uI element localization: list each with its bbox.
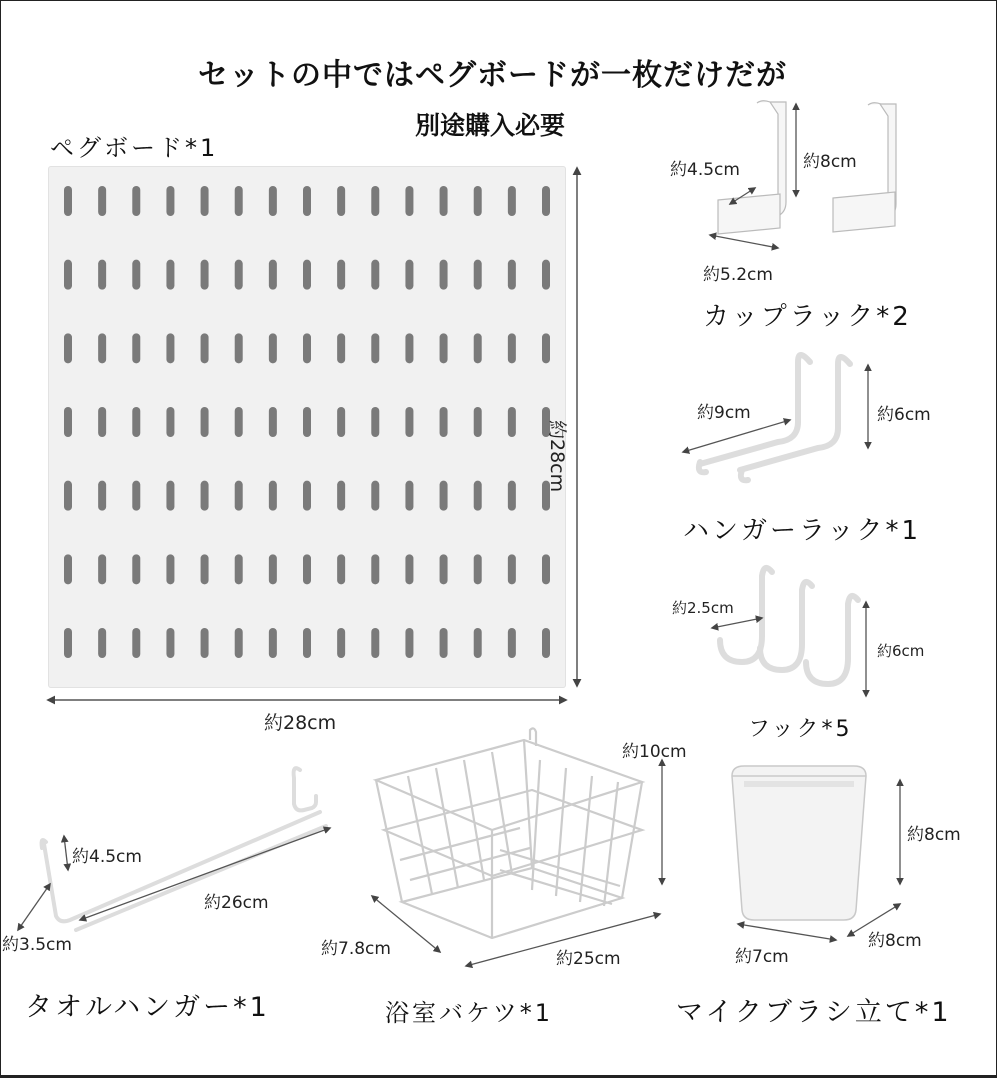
header-subtitle: 別途購入必要 (415, 111, 566, 140)
header-title: セットの中ではペグボードが一枚だけだが (198, 58, 787, 93)
cup-rack-depth-label: 約4.5cm (670, 160, 740, 180)
basket-label: 浴室バケツ*1 (385, 999, 554, 1027)
towel-hanger-hook-arrow (64, 836, 68, 870)
basket-image (376, 728, 642, 938)
basket-width-arrow (466, 914, 660, 966)
hook-width-arrow (712, 618, 762, 628)
cup-rack-width-arrow (710, 235, 778, 248)
cup-rack-image (718, 101, 896, 234)
towel-hanger-depth-label: 約3.5cm (2, 935, 72, 955)
brush-stand-depth-label: 約8cm (868, 931, 922, 951)
pegboard-label: ペグボード*1 (50, 134, 219, 162)
brush-stand-height-label: 約8cm (907, 825, 961, 845)
pegboard-width-label: 約28cm (264, 712, 337, 734)
hanger-rack-image (699, 355, 850, 480)
cup-rack-label: カップラック*2 (703, 302, 912, 332)
towel-hanger-length-label: 約26cm (204, 893, 269, 913)
hook-label: フック*5 (748, 717, 853, 742)
brush-stand-image (732, 766, 866, 920)
towel-hanger-depth-arrow (18, 884, 50, 930)
towel-hanger-hook-label: 約4.5cm (72, 847, 142, 867)
basket-depth-label: 約7.8cm (321, 939, 391, 959)
cup-rack-width-label: 約5.2cm (703, 265, 773, 285)
hanger-rack-length-label: 約9cm (697, 403, 751, 423)
hanger-rack-length-arrow (683, 420, 790, 452)
brush-stand-width-arrow (738, 924, 836, 940)
towel-hanger-label: タオルハンガー*1 (25, 992, 270, 1023)
towel-hanger-length-arrow (80, 828, 330, 920)
cup-rack-height-label: 約8cm (803, 152, 857, 172)
brush-stand-label: マイクブラシ立て*1 (676, 997, 952, 1028)
hanger-rack-height-label: 約6cm (877, 405, 931, 425)
pegboard-height-label: 約28cm (546, 420, 568, 493)
hook-image (720, 568, 858, 684)
hook-width-label: 約2.5cm (672, 599, 734, 617)
basket-width-label: 約25cm (556, 949, 621, 969)
hook-height-label: 約6cm (877, 642, 925, 660)
brush-stand-width-label: 約7cm (735, 947, 789, 967)
basket-height-label: 約10cm (622, 742, 687, 762)
towel-hanger-image (42, 768, 327, 930)
hanger-rack-label: ハンガーラック*1 (683, 516, 922, 546)
